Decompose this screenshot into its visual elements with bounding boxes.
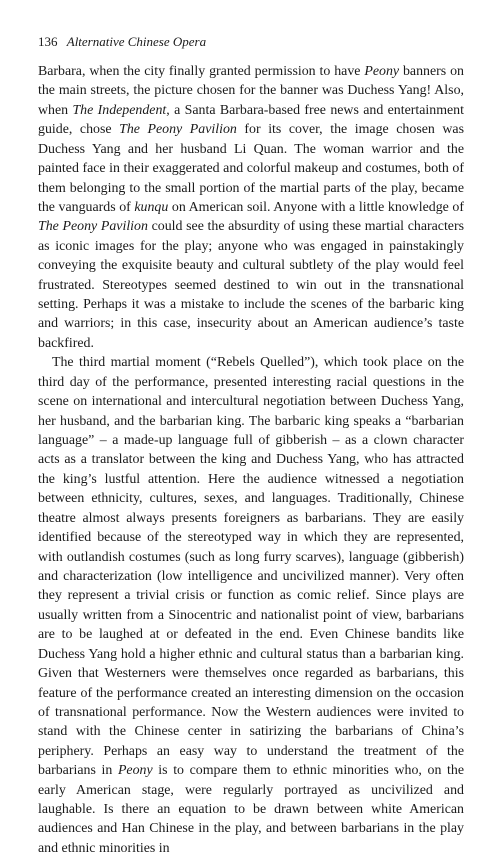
italic-text-run: The Peony Pavilion	[119, 122, 237, 138]
italic-text-run: Peony	[117, 763, 153, 779]
running-title: Alternative Chinese Opera	[66, 34, 207, 49]
body-paragraph-1	[38, 62, 464, 353]
italic-text-run: The Independent	[72, 102, 167, 118]
body-paragraph-2	[38, 353, 464, 858]
page-number: 136	[38, 34, 58, 49]
running-header	[38, 34, 464, 50]
italic-text-run: kunqu	[134, 199, 169, 215]
text-run: could see the absurdity of using these martial characters as iconic images for the play; anyone who was engaged in painstakingly conveying the exquisite beauty and cultural subtlety of the play would feel frustrated. Stereotypes seemed destined to win out in the transnational setting. Perhaps it was a mistake to include the scenes of the barbaric king and warriors; in this case, insecurity about an American audience’s taste backfired.	[38, 219, 464, 351]
text-run: is to compare them to ethnic minorities who, on the early American stage, were regularly portrayed as uncivilized and laughable. Is there an equation to be drawn between white American audiences and Han Chinese in the play, and between barbarians in the play and ethnic minorities in	[38, 763, 464, 856]
text-run: on American soil. Anyone with a little knowledge of	[168, 199, 464, 215]
italic-text-run: Peony	[364, 64, 400, 79]
text-run: , a Santa Barbara-based free news and entertainment guide, chose	[38, 102, 464, 138]
text-run: banners on the main streets, the picture chosen for the banner was Duchess Yang! Also, when	[38, 64, 464, 118]
italic-text-run: The Peony Pavilion	[38, 219, 148, 235]
text-run: Barbara, when the city finally granted permission to have	[38, 64, 365, 79]
book-page	[38, 34, 464, 858]
text-run: for its cover, the image chosen was Duchess Yang and her husband Li Quan. The woman warrior and the painted face in their exaggerated and colorful makeup and costumes, both of them belonging to the small portion of the martial parts of the play, became the vanguards of	[38, 122, 465, 215]
text-run: The third martial moment (“Rebels Quelled”), which took place on the third day of the performance, presented interesting racial questions in the scene on international and intercultural negotiation between Duchess Yang, her husband, and the barbarian king. The barbaric king speaks a “barbarian language” – a made-up language full of gibberish – as a clown character acts as a translator between the king and Duchess Yang, who has attracted the king’s lustful attention. Here the audience witnessed a negotiation between ethnicity, cultures, sexes, and languages. Traditionally, Chinese theatre almost always presents foreigners as barbarians. They are easily identified because of the stereotyped way in which they are represented, with outlandish costumes (such as long furry scarves), language (gibberish) and characterization (low intelligence and uncivilized manner). Very often they represent a trivial crisis or function as comic relief. Since plays are usually written from a Sinocentric and nationalist point of view, barbarians are to be laughed at or defeated in the end. Even Chinese bandits like Duchess Yang hold a higher ethnic and cultural status than a barbarian king. Given that Westerners were themselves once regarded as barbarians, this feature of the performance created an interesting dimension on the occasion of transnational performance. Now the Western audiences were invited to stand with the Chinese center in satirizing the barbarians of China’s periphery. Perhaps an easy way to understand the treatment of the barbarians in	[38, 355, 464, 779]
